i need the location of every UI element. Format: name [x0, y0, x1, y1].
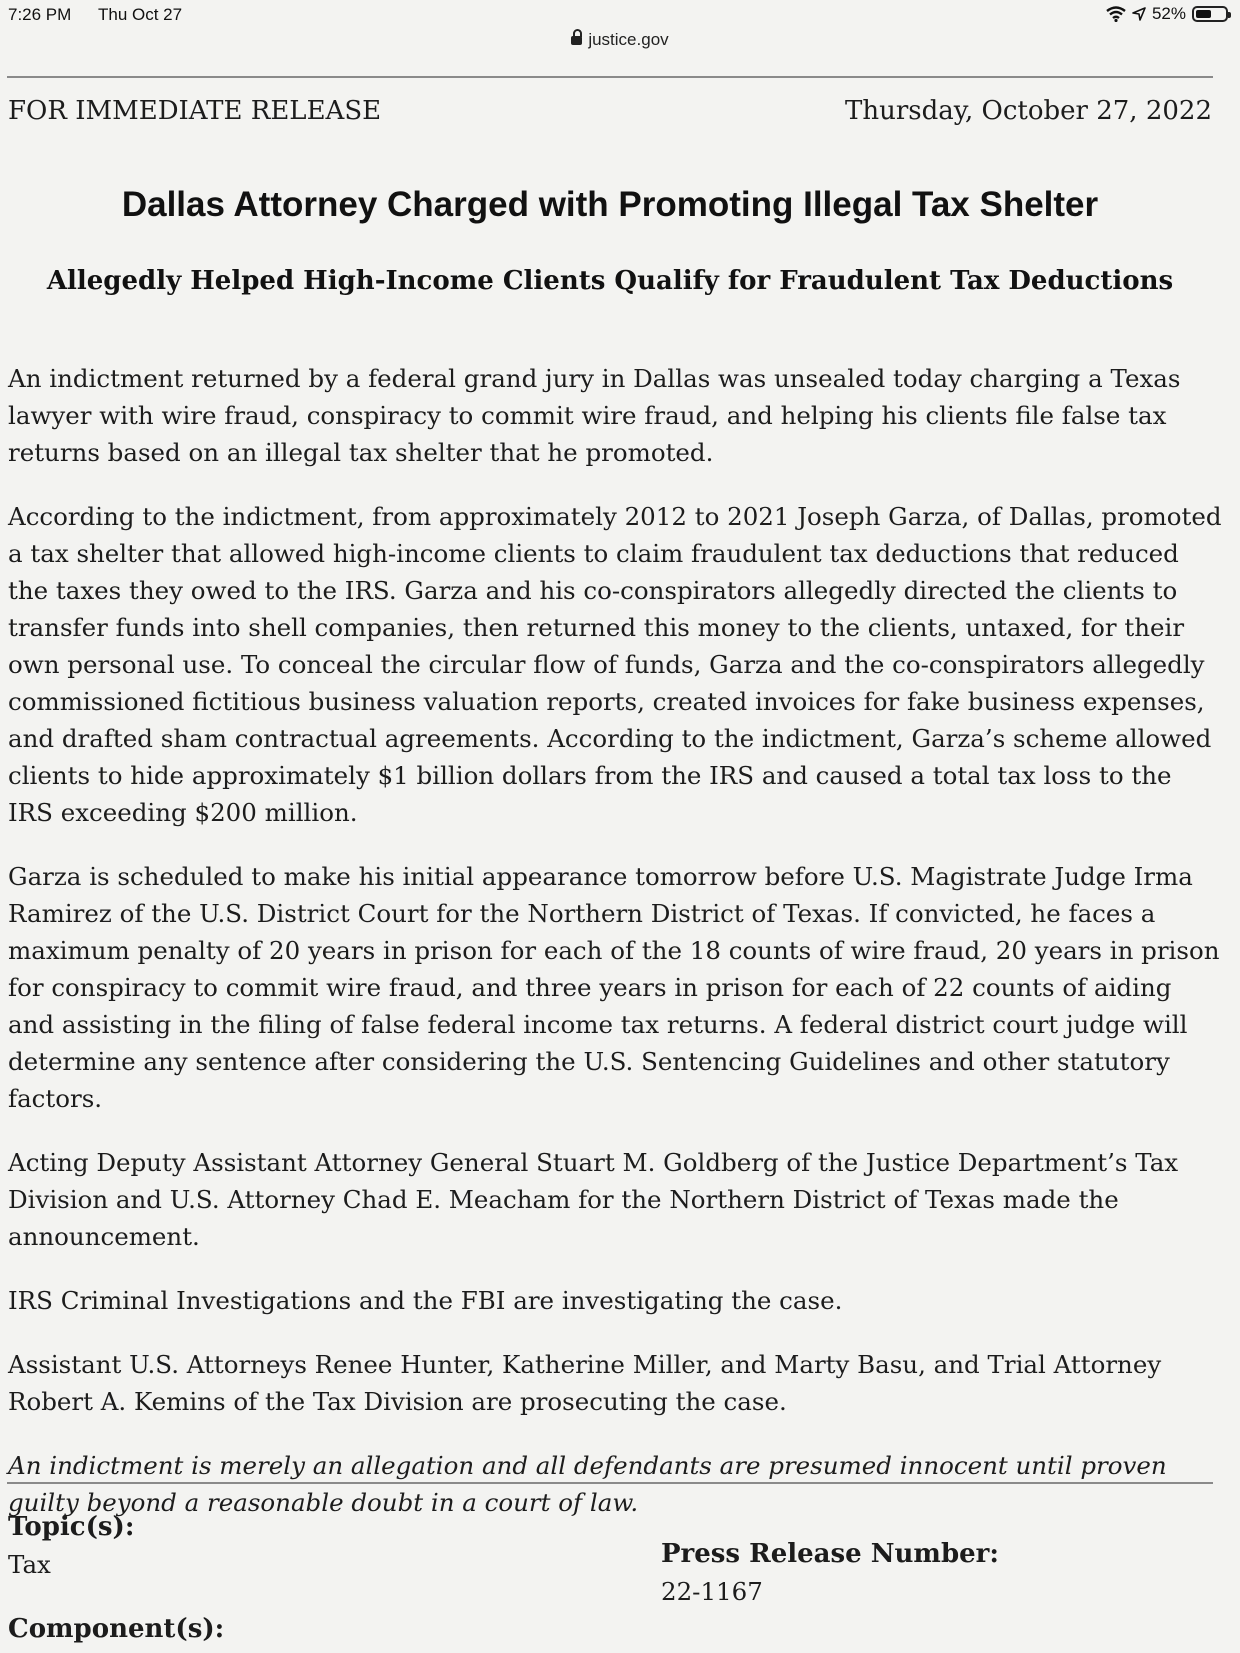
- status-date: Thu Oct 27: [98, 5, 183, 24]
- location-arrow-icon: [1132, 7, 1146, 21]
- topics-value[interactable]: Tax: [8, 1550, 51, 1579]
- url-text: justice.gov: [588, 30, 669, 49]
- bottom-divider: [7, 1482, 1213, 1484]
- release-date: Thursday, October 27, 2022: [845, 96, 1212, 126]
- paragraph: An indictment returned by a federal grand jury in Dallas was unsealed today charging a Texas lawyer with wire fraud, conspiracy to commit wire fraud, and helping his clients file false tax returns based on an illegal tax shelter that he promoted.: [8, 364, 1181, 467]
- release-row: [8, 96, 1212, 126]
- article-body: [8, 360, 1223, 1548]
- lock-icon: [571, 36, 582, 45]
- paragraph: Acting Deputy Assistant Attorney General Stuart M. Goldberg of the Justice Department’s Tax Division and U.S. Attorney Chad E. Meacham for the Northern District of Texas made the announcement.: [8, 1148, 1179, 1251]
- topics-label: Topic(s):: [8, 1512, 135, 1542]
- disclaimer: An indictment is merely an allegation and all defendants are presumed innocent until proven guilty beyond a reasonable doubt in a court of law.: [8, 1451, 1167, 1517]
- address-bar[interactable]: [0, 30, 1240, 50]
- status-indicators: [1106, 4, 1228, 24]
- battery-icon: [1192, 6, 1228, 22]
- release-label: FOR IMMEDIATE RELEASE: [8, 96, 382, 126]
- page-title: Dallas Attorney Charged with Promoting Illegal Tax Shelter: [121, 185, 1099, 224]
- press-release-label: Press Release Number:: [661, 1539, 999, 1569]
- paragraph: Assistant U.S. Attorneys Renee Hunter, Katherine Miller, and Marty Basu, and Trial Attorney Robert A. Kemins of the Tax Division are prosecuting the case.: [8, 1350, 1162, 1416]
- battery-percent: 52%: [1151, 4, 1186, 23]
- press-release-value: 22-1167: [661, 1577, 763, 1606]
- top-divider: [7, 76, 1213, 78]
- page-subtitle: Allegedly Helped High-Income Clients Qualify for Fraudulent Tax Deductions: [46, 266, 1174, 296]
- wifi-icon: [1106, 6, 1126, 22]
- paragraph: Garza is scheduled to make his initial appearance tomorrow before U.S. Magistrate Judge Irma Ramirez of the U.S. District Court for the Northern District of Texas. If convicted, he faces a maximum penalty of 20 years in prison for each of the 18 counts of wire fraud, 20 years in prison for conspiracy to commit wire fraud, and three years in prison for each of 22 counts of aiding and assisting in the filing of false federal income tax returns. A federal district court judge will determine any sentence after considering the U.S. Sentencing Guidelines and other statutory factors.: [8, 862, 1220, 1113]
- components-label: Component(s):: [8, 1614, 225, 1644]
- paragraph: IRS Criminal Investigations and the FBI are investigating the case.: [8, 1286, 843, 1315]
- status-time: 7:26 PM: [8, 5, 72, 24]
- status-bar: [0, 0, 1240, 30]
- paragraph: According to the indictment, from approximately 2012 to 2021 Joseph Garza, of Dallas, promoted a tax shelter that allowed high-income clients to claim fraudulent tax deductions that reduced the taxes they owed to the IRS. Garza and his co-conspirators allegedly directed the clients to transfer funds into shell companies, then returned this money to the clients, untaxed, for their own personal use. To conceal the circular flow of funds, Garza and the co-conspirators allegedly commissioned fictitious business valuation reports, created invoices for fake business expenses, and drafted sham contractual agreements. According to the indictment, Garza’s scheme allowed clients to hide approximately $1 billion dollars from the IRS and caused a total tax loss to the IRS exceeding $200 million.: [8, 502, 1222, 827]
